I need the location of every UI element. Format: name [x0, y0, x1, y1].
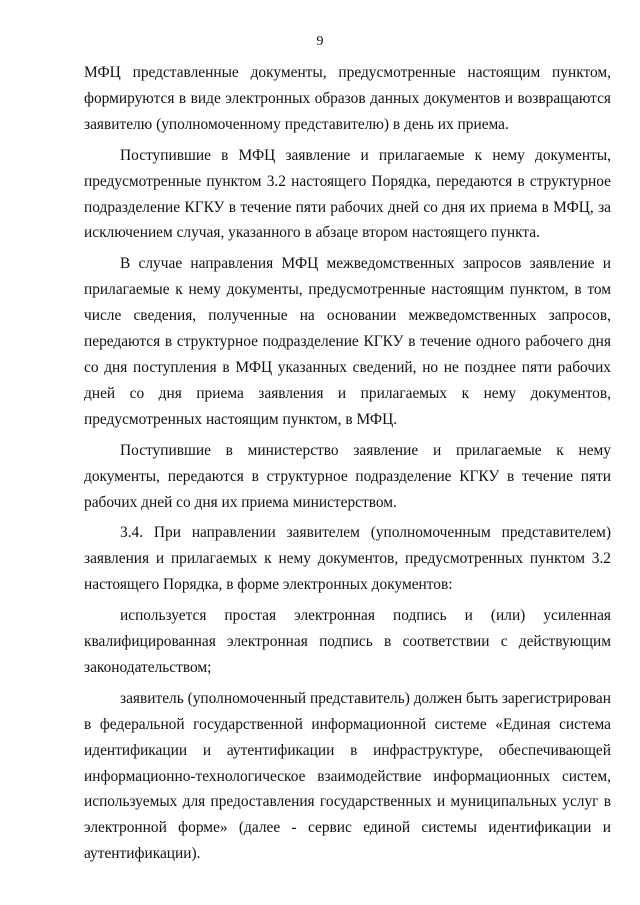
paragraph-ministry-transfer: Поступившие в министерство заявление и прилагаемые к нему документы, передаются в структурное подразделение КГКУ в течение пяти рабочих дней со дня их приема министерством. — [84, 441, 611, 511]
paragraph-section-3-4: 3.4. При направлении заявителем (уполномоченным представителем) заявления и прилагаемых к нему документов, предусмотренных пунктом 3.2 настоящего Порядка, в форме электронных документов: — [84, 524, 611, 594]
paragraph-interagency-requests: В случае направления МФЦ межведомственных запросов заявление и прилагаемые к нему документы, предусмотренные настоящим пунктом, в том числе сведения, полученные на основании межведомственных запросов, передаются в структурное подразделение КГКУ в течение одного рабочего дня со дня поступления в МФЦ указанных сведений, но не позднее пяти рабочих дней со дня приема заявления и прилагаемых к нему документов, предусмотренных настоящим пунктом, в МФЦ. — [84, 255, 611, 428]
document-body — [84, 60, 611, 872]
paragraph-continuation: МФЦ представленные документы, предусмотренные настоящим пунктом, формируются в виде электронных образов данных документов и возвращаются заявителю (уполномоченному представителю) в день их приема. — [84, 64, 611, 133]
page-number: 9 — [316, 34, 324, 49]
paragraph-electronic-signature: используется простая электронная подпись и (или) усиленная квалифицированная электронная подпись в соответствии с действующим законодательством; — [84, 607, 611, 676]
paragraph-esia-registration: заявитель (уполномоченный представитель) должен быть зарегистрирован в федеральной государственной информационной системе «Единая система идентификации и аутентификации в инфраструктуре, обеспечивающей информационно-технологическое взаимодействие информационных систем, используемых для предоставления государственных и муниципальных услуг в электронной форме» (далее - сервис единой системы идентификации и аутентификации). — [84, 689, 611, 863]
paragraph-mfc-transfer: Поступившие в МФЦ заявление и прилагаемые к нему документы, предусмотренные пунктом 3.2 настоящего Порядка, передаются в структурное подразделение КГКУ в течение пяти рабочих дней со дня их приема в МФЦ, за исключением случая, указанного в абзаце втором настоящего пункта. — [84, 146, 611, 242]
